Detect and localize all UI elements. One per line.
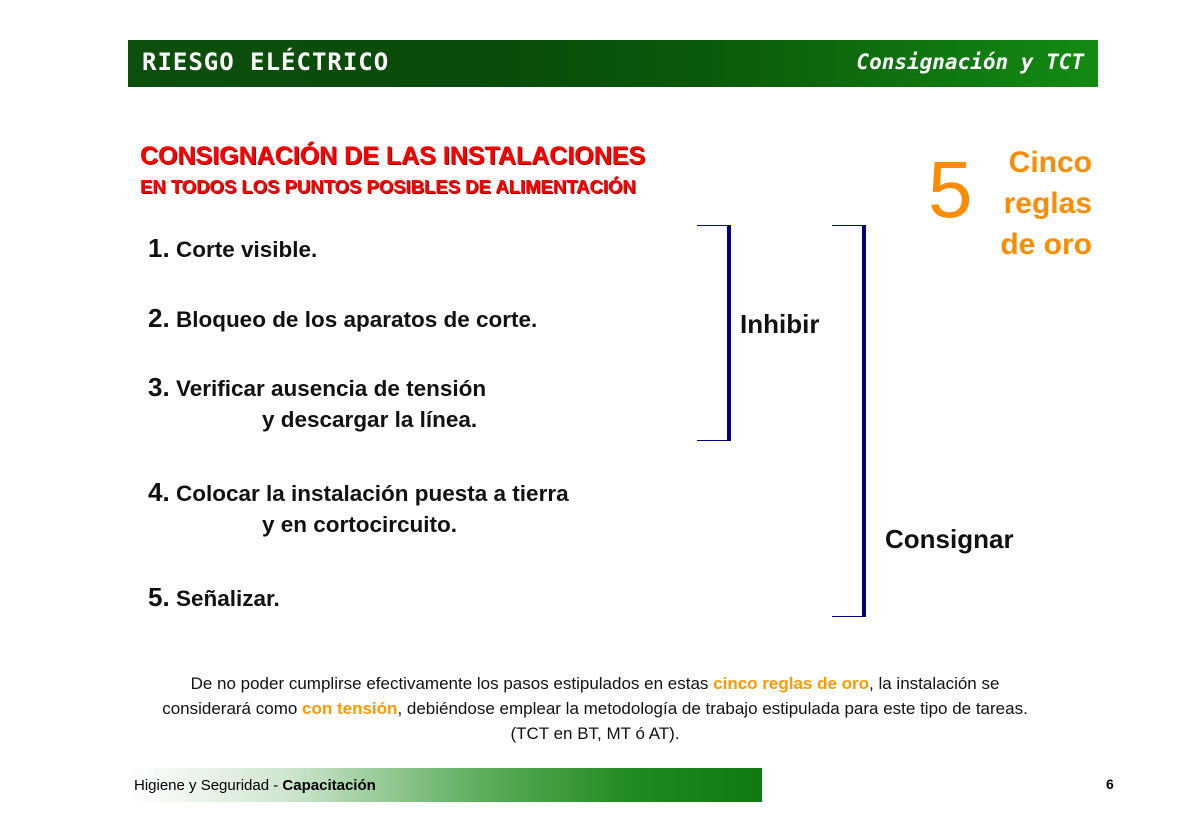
step-5 <box>148 582 280 613</box>
note-highlight-golden-rules: cinco reglas de oro <box>713 674 870 693</box>
step-4-number: 4. <box>148 477 170 507</box>
footer-prefix: Higiene y Seguridad - <box>134 777 283 794</box>
step-1 <box>148 233 317 264</box>
step-2-text: Bloqueo de los aparatos de corte. <box>175 307 538 332</box>
step-5-text: Señalizar. <box>175 586 280 611</box>
section-title: CONSIGNACIÓN DE LAS INSTALACIONES <box>140 142 646 170</box>
step-1-number: 1. <box>148 233 170 263</box>
consignar-bracket <box>832 225 866 617</box>
header-bar <box>128 40 1098 87</box>
golden-rules-number: 5 <box>928 145 973 234</box>
warning-note <box>150 671 1040 746</box>
step-4 <box>148 477 569 538</box>
consignar-label: Consignar <box>885 524 1014 554</box>
footer-text <box>134 777 376 794</box>
step-4-text: Colocar la instalación puesta a tierra <box>175 481 569 506</box>
note-text-2: , la instalación se considerará como <box>162 674 1000 718</box>
note-highlight-voltage: con tensión <box>302 699 398 718</box>
footer-bar <box>128 768 762 802</box>
step-3 <box>148 372 486 433</box>
step-3-continuation: y descargar la línea. <box>262 407 478 432</box>
footer-bold: Capacitación <box>282 777 376 794</box>
inhibir-bracket <box>697 225 731 441</box>
golden-rules-line-1: Cinco <box>1008 146 1092 179</box>
note-text-1: De no poder cumplirse efectivamente los pasos estipulados en estas <box>190 674 714 693</box>
step-2-number: 2. <box>148 303 170 333</box>
golden-rules-label <box>1000 142 1092 265</box>
golden-rules-line-3: de oro <box>1000 228 1092 261</box>
note-text-3: , debiéndose emplear la metodología de trabajo estipulada para este tipo de tareas. (TCT en BT, MT ó AT). <box>397 699 1028 743</box>
header-subtitle: Consignación y TCT <box>856 50 1084 74</box>
golden-rules-line-2: reglas <box>1003 187 1092 220</box>
inhibir-label: Inhibir <box>740 309 820 339</box>
step-1-text: Corte visible. <box>175 237 318 262</box>
step-2 <box>148 303 537 334</box>
step-5-number: 5. <box>148 582 170 612</box>
step-3-number: 3. <box>148 372 170 402</box>
section-subtitle: EN TODOS LOS PUNTOS POSIBLES DE ALIMENTACIÓN <box>140 176 636 197</box>
page-number: 6 <box>1106 776 1114 792</box>
step-4-continuation: y en cortocircuito. <box>262 512 458 537</box>
header-title: RIESGO ELÉCTRICO <box>142 48 390 76</box>
step-3-text: Verificar ausencia de tensión <box>175 376 487 401</box>
